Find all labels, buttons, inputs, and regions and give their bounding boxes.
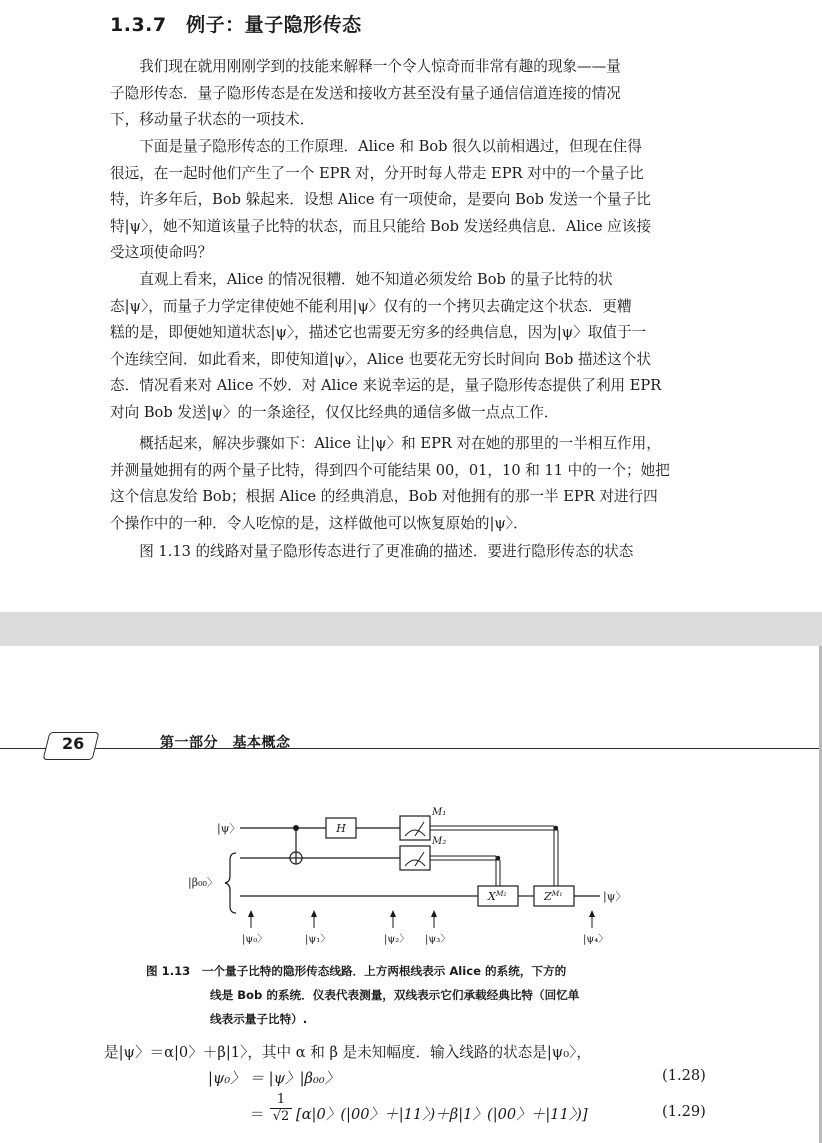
text-line: 糕的是，即便她知道状态|ψ〉，描述它也需要无穷多的经典信息，因为|ψ〉取值于一: [110, 324, 647, 342]
stage-label-2: |ψ₂〉: [384, 934, 410, 945]
stage-label-1: |ψ₁〉: [305, 934, 331, 945]
z-gate-label: $Z^{M_1}$: [544, 889, 563, 903]
stage-label-3: |ψ₃〉: [425, 934, 451, 945]
text-line: 概括起来，解决步骤如下：Alice 让|ψ〉和 EPR 对在她的那里的一半相互作用，: [139, 435, 661, 452]
brace: [225, 853, 236, 913]
text-line: 直观上看来，Alice 的情况很糟．她不知道必须发给 Bob 的量子比特的状: [139, 271, 613, 288]
text-line: 态|ψ〉，而量子力学定律使她不能利用|ψ〉仅有的一个拷贝去确定这个状态．更糟: [110, 297, 632, 315]
text-line: 个操作中的一种．令人吃惊的是，这样做他可以恢复原始的|ψ〉．: [110, 514, 528, 532]
paragraph: [110, 539, 722, 566]
input-beta-label: |β₀₀〉: [188, 876, 218, 889]
text-line: 我们现在就用刚刚学到的技能来解释一个令人惊奇而非常有趣的现象——量: [139, 58, 621, 75]
paragraph: [110, 54, 722, 134]
text-line: 并测量她拥有的两个量子比特，得到四个可能结果 00，01，10 和 11 中的一个；她把: [110, 461, 670, 479]
meter-1-label: M₁: [432, 807, 447, 818]
meter-2: [400, 846, 430, 870]
equation-number-1-29: (1.29): [662, 1103, 706, 1120]
h-gate-label: H: [336, 822, 346, 835]
fraction: [270, 1092, 292, 1125]
stage-label-0: |ψ₀〉: [242, 934, 268, 945]
equation-number-1-28: (1.28): [662, 1067, 706, 1084]
equation-1-29-prefix: ＝: [250, 1106, 265, 1123]
input-psi-label: |ψ〉: [217, 822, 241, 835]
paragraph: [110, 267, 722, 427]
x-gate-label: $X^{M_2}$: [488, 889, 507, 903]
text-line: 个连续空间．如此看来，即使知道|ψ〉，Alice 也要花无穷长时间向 Bob 描述这个状: [110, 350, 651, 368]
equation-1-29: [α|0〉(|00〉＋|11〉)＋β|1〉(|00〉＋|11〉)]: [296, 1106, 588, 1123]
text-line: 态．情况看来对 Alice 不妙．对 Alice 来说幸运的是，量子隐形传态提供了利用 EPR: [110, 377, 662, 395]
book-page-bottom: [0, 646, 822, 1143]
text-line: 子隐形传态．量子隐形传态是在发送和接收方甚至没有量子通信信道连接的情况: [110, 84, 621, 102]
meter-1: [400, 816, 430, 840]
running-header: 第一部分 基本概念: [160, 735, 291, 751]
text-line: 这个信息发给 Bob；根据 Alice 的经典消息，Bob 对他拥有的那一半 EPR 对进行四: [110, 488, 658, 506]
classical-wire-2: [430, 856, 500, 886]
text-line: 下面是量子隐形传态的工作原理．Alice 和 Bob 很久以前相遇过，但现在住得: [139, 138, 642, 155]
paragraph: [110, 431, 722, 537]
caption-line: 线表示量子比特）.: [210, 1012, 308, 1026]
text-line: 特，许多年后，Bob 躲起来．设想 Alice 有一项使命，是要向 Bob 发送一个量子比: [110, 191, 651, 209]
text-line: 受这项使命吗？: [110, 244, 213, 262]
text-after-figure: 是|ψ〉＝α|0〉＋β|1〉，其中 α 和 β 是未知幅度．输入线路的状态是|ψ₀〉，: [104, 1044, 591, 1061]
caption-line: 线是 Bob 的系统．仪表代表测量，双线表示它们承载经典比特（回忆单: [210, 988, 580, 1002]
text-line: 图 1.13 的线路对量子隐形传态进行了更准确的描述．要进行隐形传态的状态: [139, 543, 634, 560]
page-number: 26: [62, 734, 85, 753]
header-rule: [0, 748, 822, 749]
fraction-denominator: √2: [270, 1108, 292, 1125]
text-line: 很远，在一起时他们产生了一个 EPR 对，分开时每人带走 EPR 对中的一个量子比: [110, 164, 644, 182]
text-line: 下，移动量子状态的一项技术．: [110, 111, 315, 129]
equation-1-28: |ψ₀〉 ＝ |ψ〉|β₀₀〉: [208, 1070, 340, 1087]
meter-2-label: M₂: [432, 836, 447, 847]
stage-label-4: |ψ₄〉: [583, 934, 609, 945]
section-title: 1.3.7 例子：量子隐形传态: [110, 14, 362, 36]
caption-line: 图 1.13 一个量子比特的隐形传态线路．上方两根线表示 Alice 的系统，下方的: [146, 964, 567, 978]
teleportation-circuit: [180, 796, 680, 946]
output-psi-label: |ψ〉: [603, 890, 627, 903]
fraction-numerator: 1: [276, 1092, 286, 1107]
figure-caption: [146, 959, 579, 1031]
text-line: 对向 Bob 发送|ψ〉的一条途径，仅仅比经典的通信多做一点点工作．: [110, 403, 559, 421]
classical-dot: [496, 856, 500, 860]
text-line: 特|ψ〉，她不知道该量子比特的状态，而且只能给 Bob 发送经典信息．Alice 应该接: [110, 217, 651, 235]
stage-arrows: [248, 910, 595, 928]
paragraph: [110, 134, 722, 267]
page-gap: [0, 612, 822, 646]
classical-dot: [554, 826, 558, 830]
